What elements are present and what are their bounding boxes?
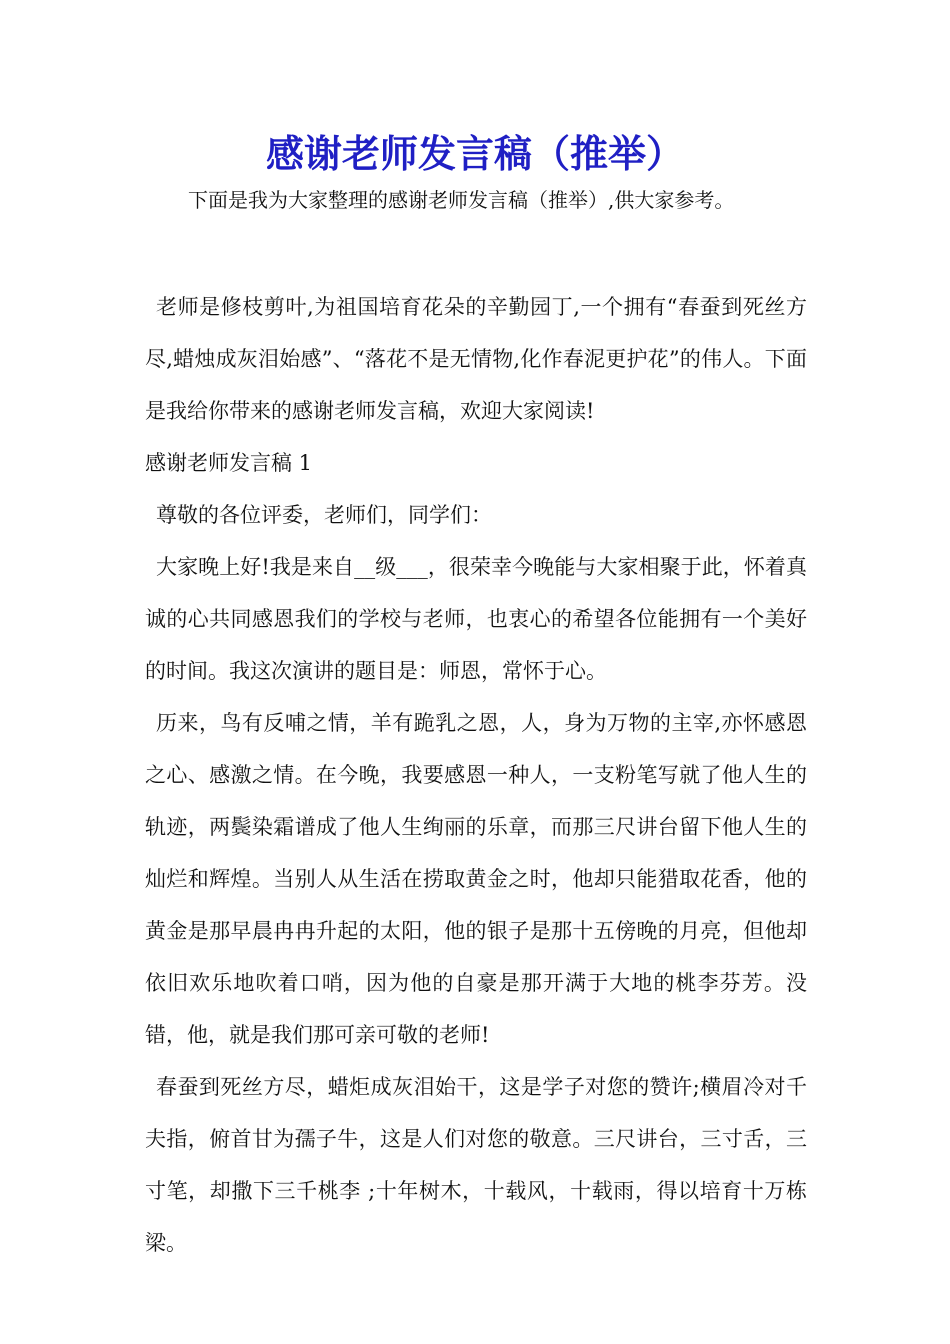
section-heading: 感谢老师发言稿 1 xyxy=(145,451,313,475)
document-title: 感谢老师发言稿（推举） xyxy=(265,131,684,176)
document-body xyxy=(145,281,807,1269)
document-subtitle: 下面是我为大家整理的感谢老师发言稿（推举）,供大家参考。 xyxy=(188,188,735,212)
body-paragraph-3: 春蚕到死丝方尽，蜡炬成灰泪始干，这是学子对您的赞许;横眉冷对千夫指，俯首甘为孺子牛，这是人们对您的敬意。三尺讲台，三寸舌，三寸笔，却撒下三千桃李 ;十年树木，十载风，十载雨，得以培育十万栋梁。 xyxy=(145,1075,807,1255)
body-paragraph-2: 历来，鸟有反哺之情，羊有跪乳之恩，人，身为万物的主宰,亦怀感恩之心、感激之情。在今晚，我要感恩一种人，一支粉笔写就了他人生的轨迹，两鬓染霜谱成了他人生绚丽的乐章，而那三尺讲台留下他人生的灿烂和辉煌。当别人从生活在捞取黄金之时，他却只能猎取花香，他的黄金是那早晨冉冉升起的太阳，他的银子是那十五傍晚的月亮，但他却依旧欢乐地吹着口哨，因为他的自豪是那开满于大地的桃李芬芳。没错，他，就是我们那可亲可敬的老师! xyxy=(145,711,807,1047)
intro-paragraph: 老师是修枝剪叶,为祖国培育花朵的辛勤园丁,一个拥有“春蚕到死丝方尽,蜡烛成灰泪始感”、“落花不是无情物,化作春泥更护花”的伟人。下面是我给你带来的感谢老师发言稿，欢迎大家阅读! xyxy=(145,295,807,423)
greeting-line: 尊敬的各位评委，老师们，同学们： xyxy=(156,503,492,527)
body-paragraph-1: 大家晚上好!我是来自__级___，很荣幸今晚能与大家相聚于此，怀着真诚的心共同感恩我们的学校与老师，也衷心的希望各位能拥有一个美好的时间。我这次演讲的题目是：师恩，常怀于心。 xyxy=(145,555,807,683)
